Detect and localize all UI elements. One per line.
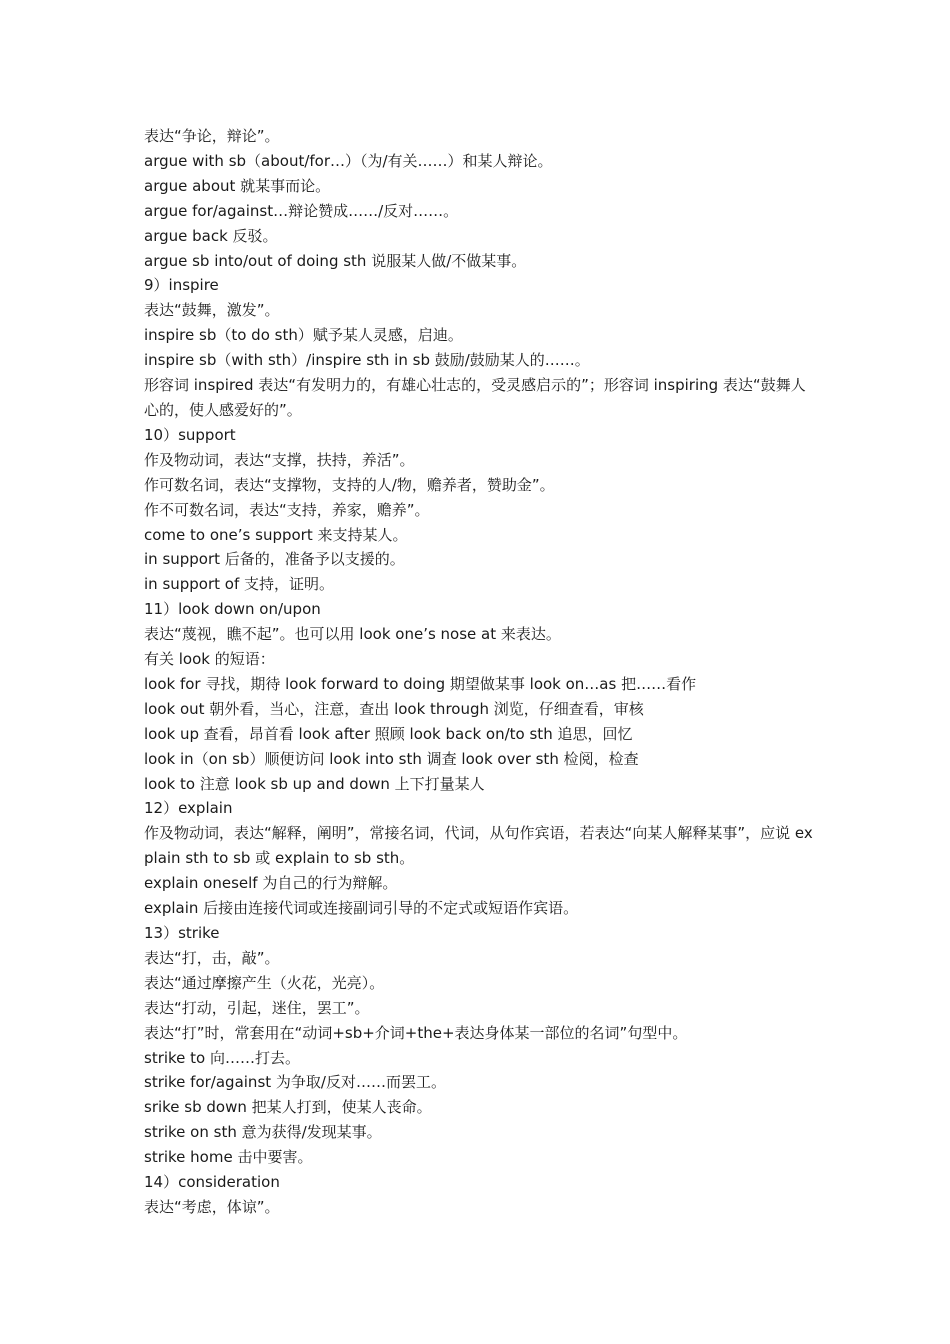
text-line: explain oneself 为自己的行为辩解。: [144, 874, 398, 893]
text-line: look up 查看，昂首看 look after 照顾 look back on/to sth 追思，回忆: [144, 724, 633, 743]
section-heading: 14）consideration: [144, 1173, 280, 1192]
text-line: argue back 反驳。: [144, 226, 278, 245]
section-heading: 13）strike: [144, 924, 220, 942]
text-line: argue for/against…辩论赞成……/反对……。: [144, 201, 459, 220]
text-line: 表达“争论，辩论”。: [144, 127, 280, 145]
text-line: in support 后备的，准备予以支援的。: [144, 550, 405, 569]
text-line: strike for/against 为争取/反对……而罢工。: [144, 1073, 446, 1092]
section-heading: 11）look down on/upon: [144, 600, 321, 619]
text-line: strike to 向……打去。: [144, 1048, 301, 1067]
text-line: come to one’s support 来支持某人。: [144, 525, 408, 544]
text-line: look out 朝外看，当心，注意，查出 look through 浏览，仔细查看，审核: [144, 699, 644, 718]
text-line: 表达“打”时，常套用在“动词+sb+介词+the+表达身体某一部位的名词”句型中。: [144, 1023, 688, 1042]
section-heading: 12）explain: [144, 799, 233, 818]
text-paragraph: 形容词 inspired 表达“有发明力的，有雄心壮志的，受灵感启示的”；形容词 inspiring 表达“鼓舞人心的，使人感爱好的”。: [144, 376, 806, 419]
text-line: inspire sb（with sth）/inspire sth in sb 鼓励/鼓励某人的……。: [144, 351, 590, 370]
text-line: look to 注意 look sb up and down 上下打量某人: [144, 774, 485, 793]
document-body: [144, 124, 816, 1220]
text-line: argue with sb（about/for…）（为/有关……）和某人辩论。: [144, 151, 553, 170]
text-line: in support of 支持，证明。: [144, 575, 335, 594]
text-line: strike on sth 意为获得/发现某事。: [144, 1123, 382, 1142]
text-line: inspire sb（to do sth）赋予某人灵感，启迪。: [144, 326, 463, 345]
text-line: look in（on sb）顺便访问 look into sth 调查 look over sth 检阅，检查: [144, 749, 639, 768]
section-heading: 10）support: [144, 425, 236, 444]
text-line: 表达“打动，引起，迷住，罢工”。: [144, 998, 370, 1017]
text-line: explain 后接由连接代词或连接副词引导的不定式或短语作宾语。: [144, 899, 579, 918]
text-line: 表达“考虑，体谅”。: [144, 1197, 280, 1216]
text-line: strike home 击中要害。: [144, 1148, 313, 1167]
text-line: 表达“蔑视，瞧不起”。也可以用 look one’s nose at 来表达。: [144, 625, 561, 644]
text-line: 作可数名词，表达“支撑物，支持的人/物，赡养者，赞助金”。: [144, 475, 555, 494]
text-paragraph: 作及物动词，表达“解释，阐明”，常接名词，代词，从句作宾语，若表达“向某人解释某事”，应说 explain sth to sb 或 explain to sb sth。: [144, 824, 813, 868]
text-line: 表达“鼓舞，激发”。: [144, 301, 280, 320]
text-line: 表达“打，击，敲”。: [144, 948, 280, 967]
text-line: argue about 就某事而论。: [144, 176, 331, 195]
section-heading: 9）inspire: [144, 276, 219, 295]
text-line: 作不可数名词，表达“支持，养家，赡养”。: [144, 500, 430, 519]
text-line: 作及物动词，表达“支撑，扶持，养活”。: [144, 450, 415, 469]
text-line: 有关 look 的短语：: [144, 650, 275, 669]
text-line: look for 寻找，期待 look forward to doing 期望做某事 look on…as 把……看作: [144, 674, 697, 693]
text-line: argue sb into/out of doing sth 说服某人做/不做某事。: [144, 251, 527, 270]
text-line: 表达“通过摩擦产生（火花，光亮）。: [144, 973, 385, 992]
text-line: srike sb down 把某人打到，使某人丧命。: [144, 1098, 432, 1117]
